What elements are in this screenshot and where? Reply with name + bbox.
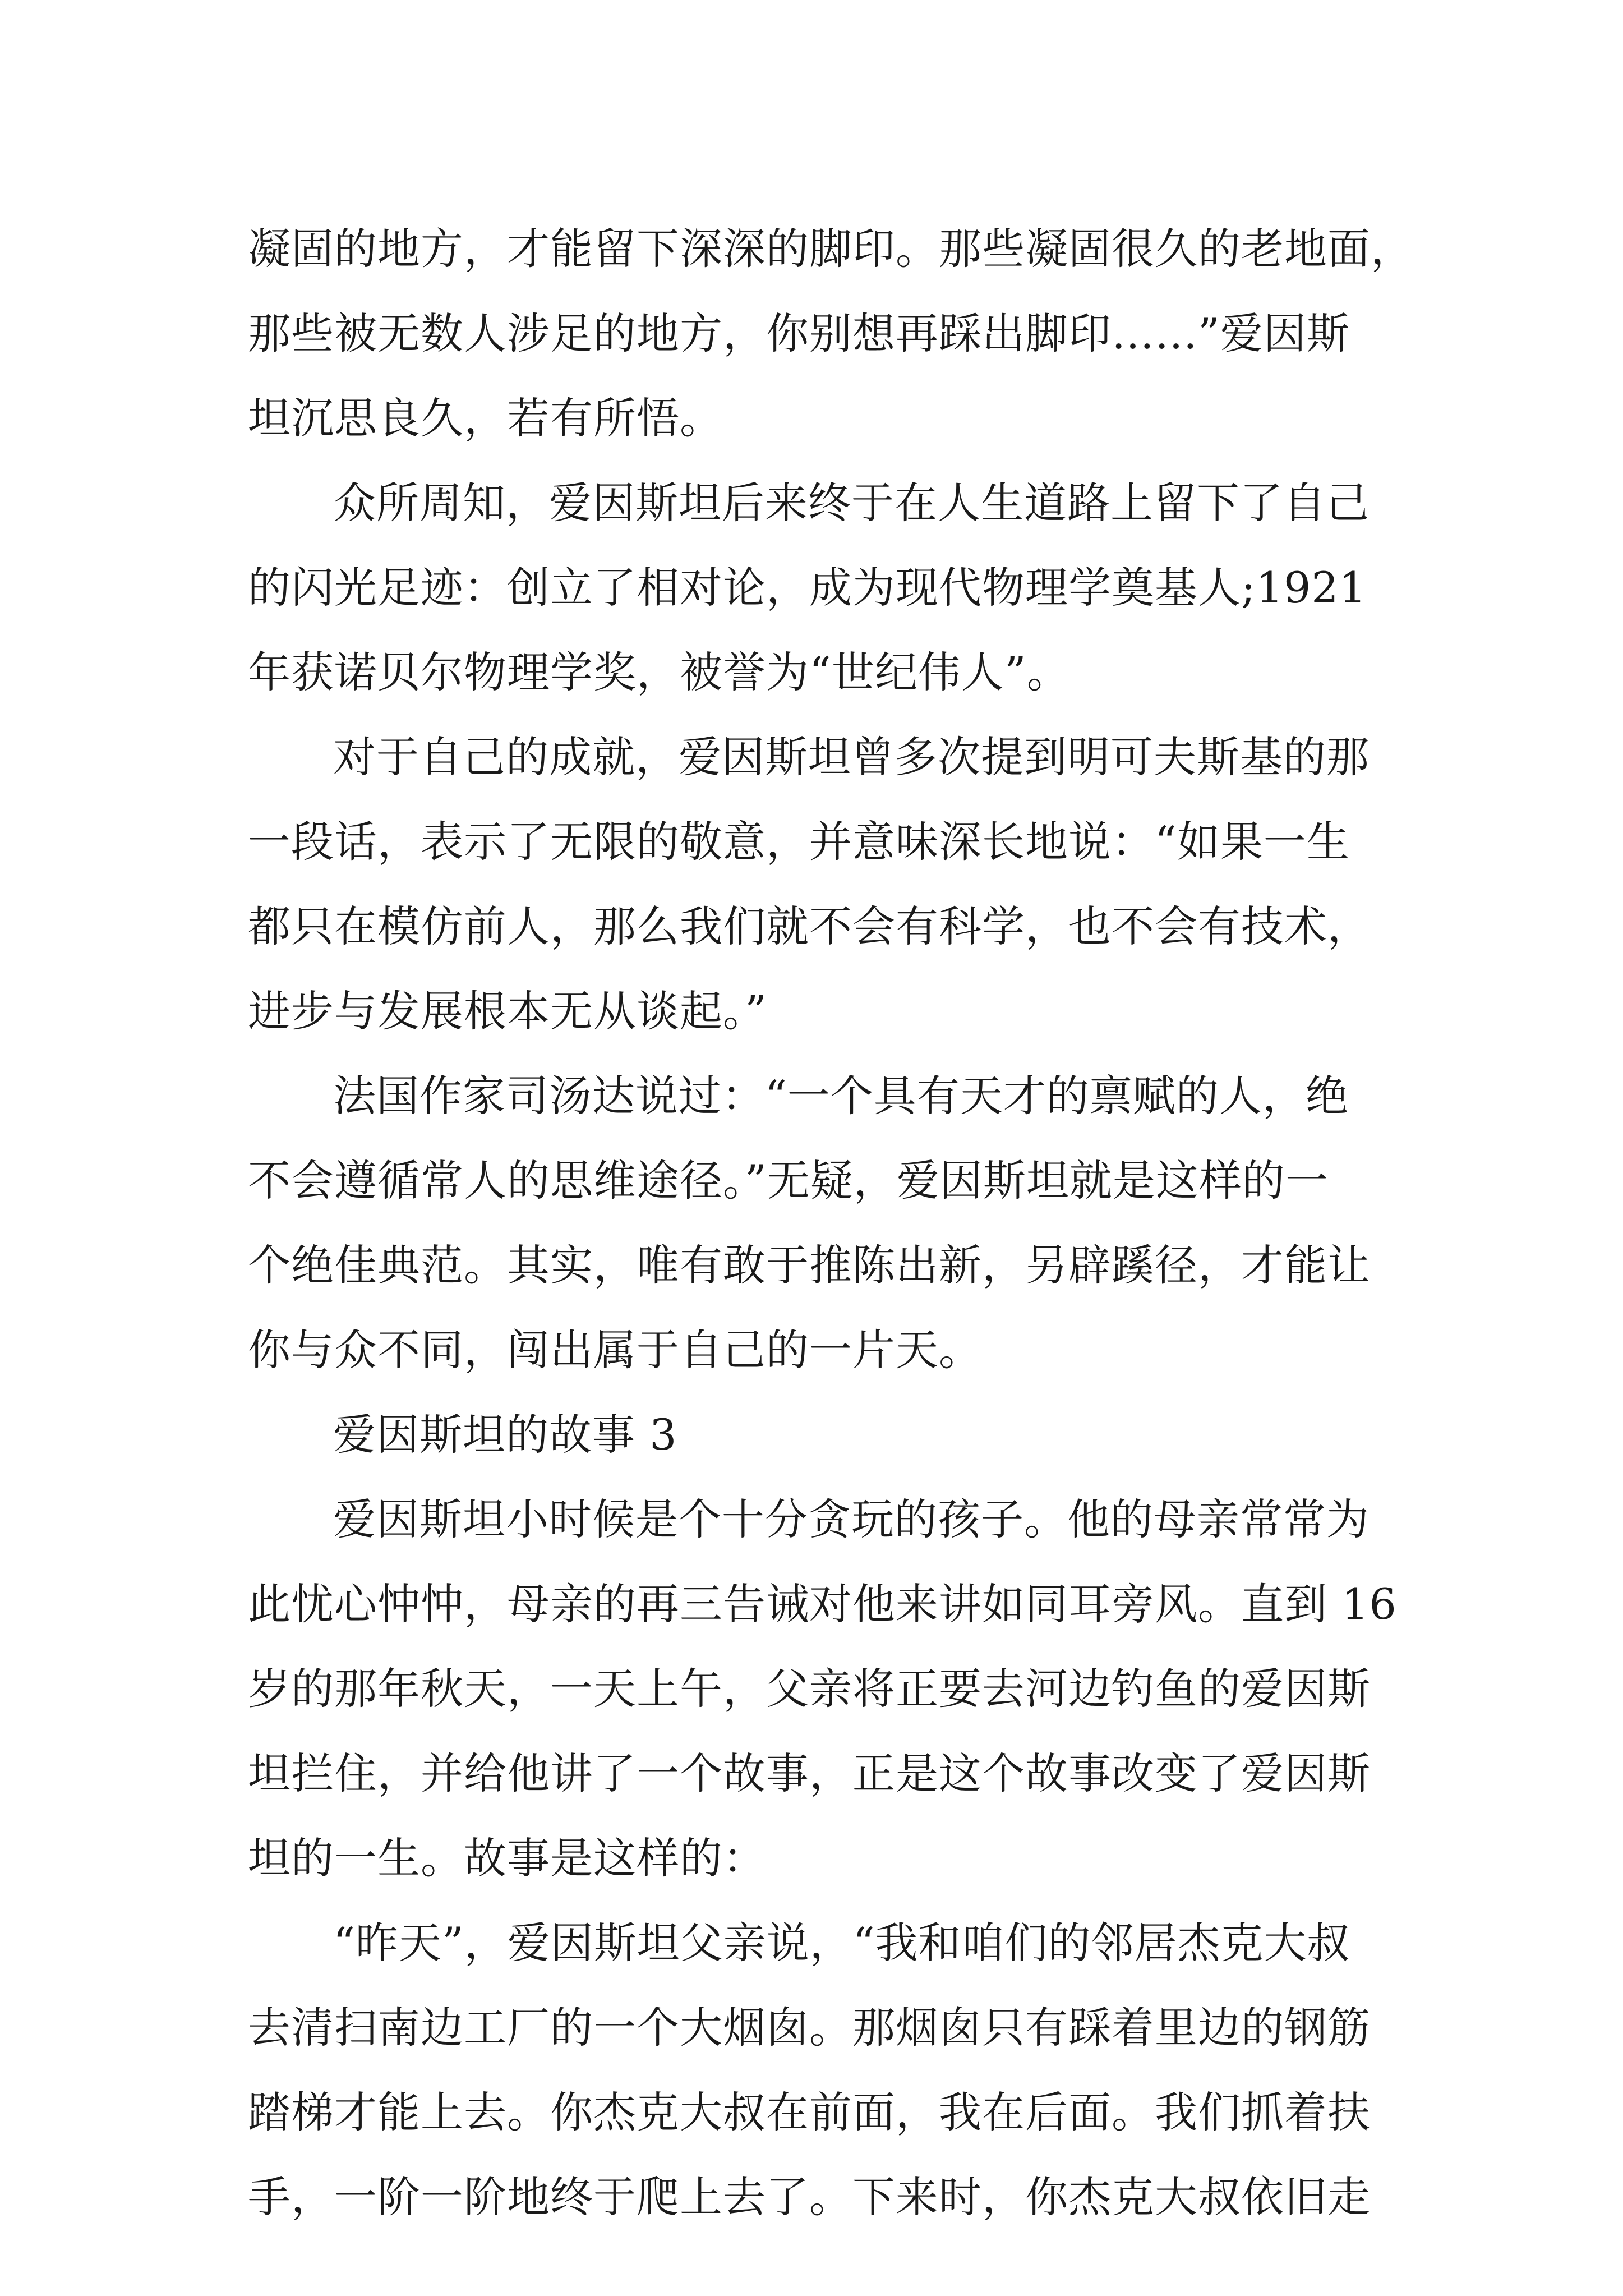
text-line: 那些被无数人涉足的地方，你别想再踩出脚印……”爱因斯 (248, 309, 1350, 358)
text-line: 凝固的地方，才能留下深深的脚印。那些凝固很久的老地面， (248, 224, 1414, 274)
text-line: “昨天”，爱因斯坦父亲说，“我和咱们的邻居杰克大叔 (333, 1918, 1350, 1968)
text-line: 进步与发展根本无从谈起。” (248, 986, 767, 1036)
text-line: 一段话，表示了无限的敬意，并意味深长地说：“如果一生 (248, 817, 1350, 867)
text-line: 此忧心忡忡，母亲的再三告诫对他来讲如同耳旁风。直到 16 (248, 1579, 1397, 1629)
text-line: 众所周知，爱因斯坦后来终于在人生道路上留下了自己 (333, 478, 1370, 528)
text-line: 不会遵循常人的思维途径。”无疑，爱因斯坦就是这样的一 (248, 1156, 1329, 1205)
text-line: 去清扫南边工厂的一个大烟囱。那烟囱只有踩着里边的钢筋 (248, 2003, 1371, 2053)
text-line: 的闪光足迹：创立了相对论，成为现代物理学奠基人;1921 (248, 563, 1367, 613)
section-heading: 爱因斯坦的故事 3 (333, 1410, 677, 1460)
text-line: 坦拦住，并给他讲了一个故事，正是这个故事改变了爱因斯 (248, 1749, 1371, 1798)
document-body (248, 206, 1414, 2239)
text-line: 岁的那年秋天，一天上午，父亲将正要去河边钓鱼的爱因斯 (248, 1664, 1371, 1714)
text-line: 爱因斯坦小时候是个十分贪玩的孩子。他的母亲常常为 (333, 1494, 1370, 1544)
text-line: 手，一阶一阶地终于爬上去了。下来时，你杰克大叔依旧走 (248, 2172, 1371, 2222)
text-line: 对于自己的成就，爱因斯坦曾多次提到明可夫斯基的那 (333, 732, 1370, 782)
text-line: 年获诺贝尔物理学奖，被誉为“世纪伟人”。 (248, 647, 1070, 697)
text-line: 都只在模仿前人，那么我们就不会有科学，也不会有技术， (248, 901, 1371, 951)
text-line: 法国作家司汤达说过：“一个具有天才的禀赋的人，绝 (333, 1071, 1349, 1121)
text-line: 你与众不同，闯出属于自己的一片天。 (248, 1325, 982, 1375)
text-line: 踏梯才能上去。你杰克大叔在前面，我在后面。我们抓着扶 (248, 2087, 1371, 2137)
text-line: 坦的一生。故事是这样的： (248, 1833, 766, 1883)
text-line: 坦沉思良久，若有所悟。 (248, 393, 723, 443)
text-line: 个绝佳典范。其实，唯有敢于推陈出新，另辟蹊径，才能让 (248, 1240, 1371, 1290)
